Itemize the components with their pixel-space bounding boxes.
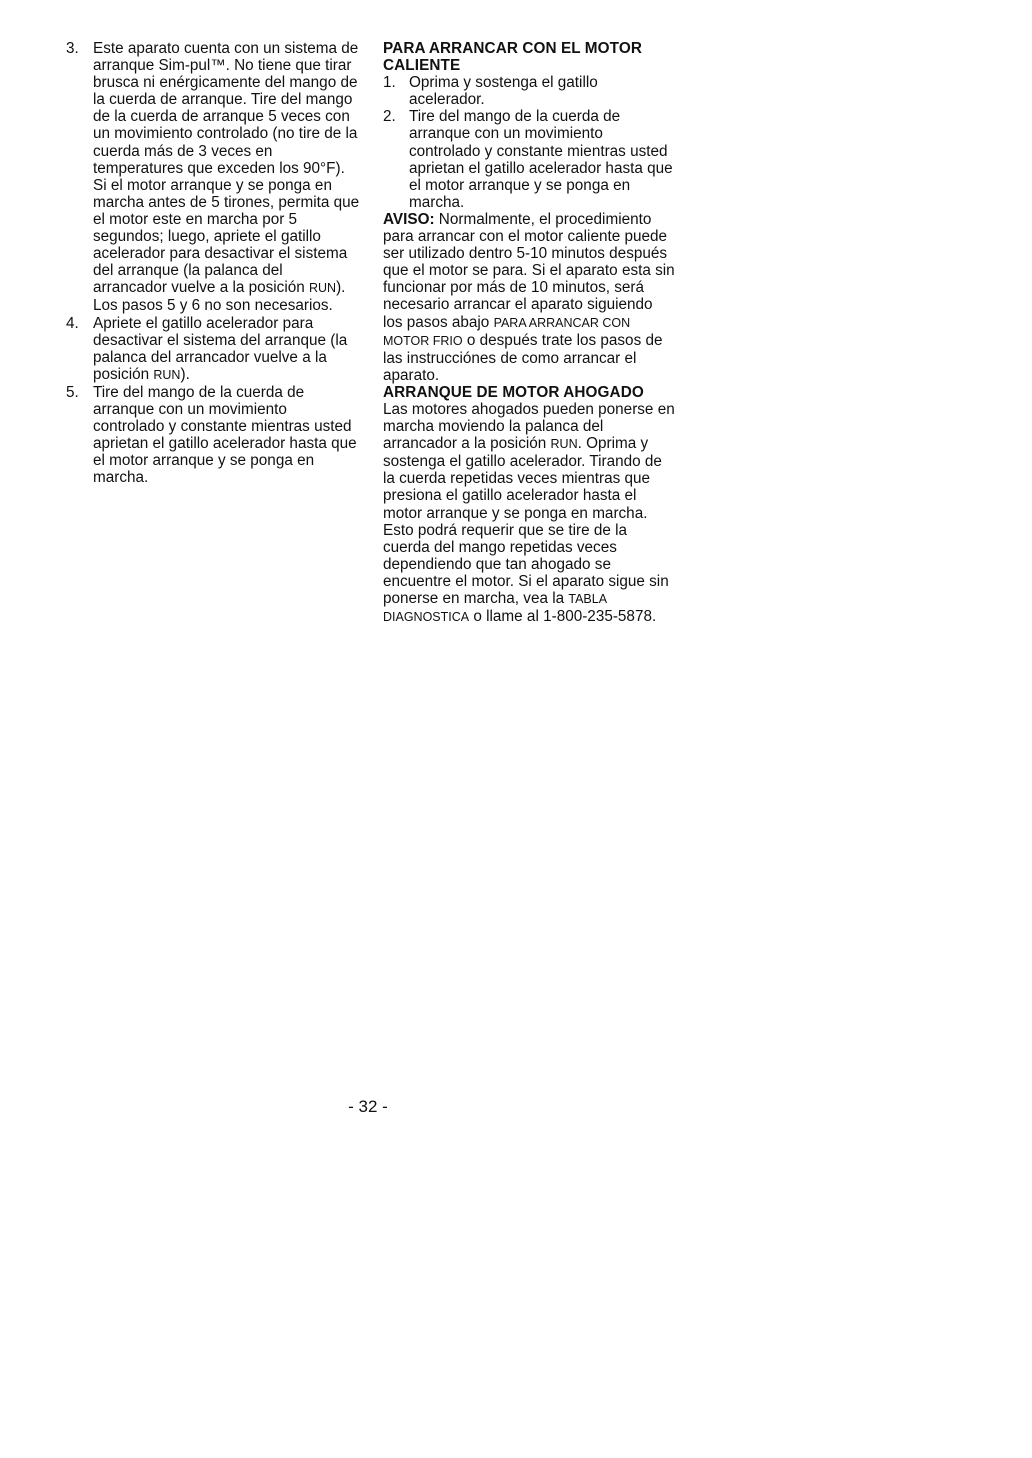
diagnostic-table-reference: TABLA DIAGNOSTICA xyxy=(383,592,607,625)
right-column xyxy=(383,40,675,626)
hot-start-step-2 xyxy=(383,108,675,211)
flooded-engine-heading: ARRANQUE DE MOTOR AHOGADO xyxy=(383,383,644,401)
step-number: 3. xyxy=(66,40,79,57)
run-position-label: RUN xyxy=(308,281,337,296)
flooded-text-end: o llame al 1-800-235-5878. xyxy=(469,608,657,626)
page-number: - 32 - xyxy=(348,1097,388,1116)
run-position-label: RUN xyxy=(153,367,181,382)
flooded-text-middle: . Oprima y sostenga el gatillo acelerador. Tirando de la cuerda repetidas veces mientras que presiona el gatillo acelerador hasta el motor arranque y se ponga en marcha. Esto podrá requerir que se tire de la cuerda del mango repetidas veces dependiendo que tan ahogado se encuentre el motor. Si el aparato sigue sin ponerse en marcha, vea la xyxy=(383,435,669,607)
step-number: 2. xyxy=(383,108,396,126)
step-text: Oprima y sostenga el gatillo acelerador. xyxy=(409,74,598,109)
notice-label: AVISO: xyxy=(383,210,435,228)
hot-start-step-1 xyxy=(383,74,675,108)
instruction-step-4 xyxy=(66,315,360,384)
step-text: Apriete el gatillo acelerador para desactivar el sistema del arranque (la palanca del arrancador vuelve a la posición xyxy=(93,314,348,383)
run-position-label: RUN xyxy=(550,437,578,452)
notice-text-end: o después trate los pasos de las instrucciónes de como arrancar el aparato. xyxy=(383,331,663,384)
step-text: Este aparato cuenta con un sistema de arranque Sim-pul™. No tiene que tirar brusca ni enérgicamente del mango de la cuerda de arranque. Tire del mango de la cuerda de arranque 5 veces con un movimiento controlado (no tire de la cuerda más de 3 veces en temperatures que exceden los 90°F). Si el motor arranque y se ponga en marcha antes de 5 tirones, permita que el motor este en marcha por 5 segundos; luego, apriete el gatillo acelerador para desactivar el sistema del arranque (la palanca del arrancador vuelve a la posición xyxy=(93,40,360,297)
instruction-step-5 xyxy=(66,384,360,487)
step-number: 5. xyxy=(66,383,79,401)
hot-start-heading: PARA ARRANCAR CON EL MOTOR CALIENTE xyxy=(383,40,642,75)
flooded-text: Las motores ahogados pueden ponerse en marcha moviendo la palanca del arrancador a la posición xyxy=(383,400,675,453)
step-text-end: ). xyxy=(180,365,190,383)
instruction-step-3 xyxy=(66,40,360,315)
step-number: 4. xyxy=(66,314,79,332)
flooded-engine-paragraph xyxy=(383,401,675,626)
notice-text: Normalmente, el procedimiento para arrancar con el motor caliente puede ser utilizado dentro 5-10 minutos después que el motor se para. Si el aparato esta sin funcionar por más de 10 minutos, será necesario arrancar el aparato siguiendo los pasos abajo xyxy=(383,210,675,331)
notice-paragraph xyxy=(383,211,675,384)
step-text-end: ). Los pasos 5 y 6 no son necesarios. xyxy=(93,279,346,315)
step-number: 1. xyxy=(383,74,396,92)
cold-start-reference: PARA ARRANCAR CON MOTOR FRIO xyxy=(383,315,631,348)
step-text: Tire del mango de la cuerda de arranque con un movimiento controlado y constante mientras usted aprietan el gatillo acelerador hasta que el motor arranque y se ponga en marcha. xyxy=(409,108,673,211)
step-text: Tire del mango de la cuerda de arranque con un movimiento controlado y constante mientras usted aprietan el gatillo acelerador hasta que el motor arranque y se ponga en marcha. xyxy=(93,383,357,487)
left-column xyxy=(66,40,360,486)
